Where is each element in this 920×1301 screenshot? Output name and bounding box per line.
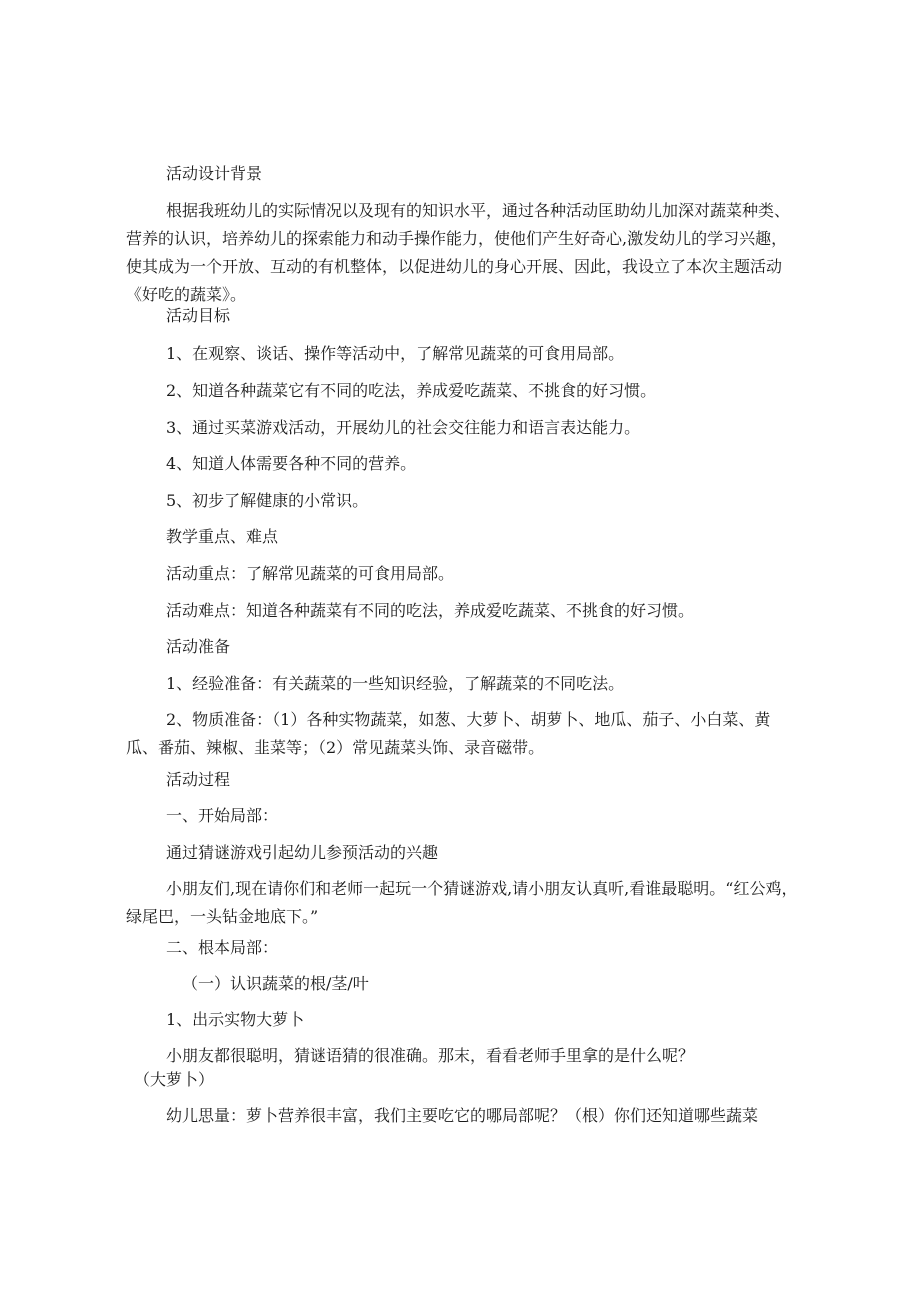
goal-item: 3、通过买菜游戏活动，开展幼儿的社会交往能力和语言表达能力。: [166, 418, 641, 437]
goal-item: 5、初步了解健康的小常识。: [166, 491, 369, 510]
background-paragraph: 根据我班幼儿的实际情况以及现有的知识水平，通过各种活动匡助幼儿加深对蔬菜种类、营养的认识，培养幼儿的探索能力和动手操作能力，使他们产生好奇心,激发幼儿的学习兴趣，使其成为一个开放、互动的有机整体，以促进幼儿的身心开展、因此，我设立了本次主题活动《好吃的蔬菜》。: [126, 201, 791, 304]
prep-experience: 1、经验准备：有关蔬菜的一些知识经验，了解蔬菜的不同吃法。: [166, 674, 625, 693]
think-paragraph: 幼儿思量：萝卜营养很丰富，我们主要吃它的哪局部呢？（根）你们还知道哪些蔬菜: [166, 1106, 759, 1125]
key-point: 活动重点：了解常见蔬菜的可食用局部。: [166, 564, 455, 583]
heading-preparation: 活动准备: [166, 637, 231, 656]
heading-key-points: 教学重点、难点: [166, 527, 279, 546]
difficult-point: 活动难点：知道各种蔬菜有不同的吃法，养成爱吃蔬菜、不挑食的好习惯。: [166, 601, 695, 620]
radish-answer: （大萝卜）: [134, 1070, 215, 1089]
part-one-heading: 一、开始局部：: [166, 806, 279, 825]
riddle-intro: 通过猜谜游戏引起幼儿参预活动的兴趣: [166, 843, 439, 862]
heading-process: 活动过程: [166, 770, 231, 789]
heading-goals: 活动目标: [166, 306, 231, 325]
radish-question: 小朋友都很聪明，猜谜语猜的很准确。那末，看看老师手里拿的是什么呢？: [166, 1046, 695, 1065]
heading-background: 活动设计背景: [166, 164, 263, 183]
prep-materials: 2、物质准备：（1）各种实物蔬菜，如葱、大萝卜、胡萝卜、地瓜、茄子、小白菜、黄瓜、番茄、辣椒、韭菜等；（2）常见蔬菜头饰、录音磁带。: [126, 710, 771, 757]
goal-item: 4、知道人体需要各种不同的营养。: [166, 454, 417, 473]
goal-item: 1、在观察、谈话、操作等活动中，了解常见蔬菜的可食用局部。: [166, 344, 625, 363]
step-heading: 1、出示实物大萝卜: [166, 1010, 305, 1029]
part-two-heading: 二、根本局部：: [166, 938, 279, 957]
goal-item: 2、知道各种蔬菜它有不同的吃法，养成爱吃蔬菜、不挑食的好习惯。: [166, 381, 657, 400]
riddle-paragraph: 小朋友们,现在请你们和老师一起玩一个猜谜游戏,请小朋友认真听,看谁最聪明。“红公鸡，绿尾巴，一头钻金地底下。”: [126, 879, 798, 926]
sub-section-heading: （一）认识蔬菜的根/茎/叶: [182, 974, 369, 993]
